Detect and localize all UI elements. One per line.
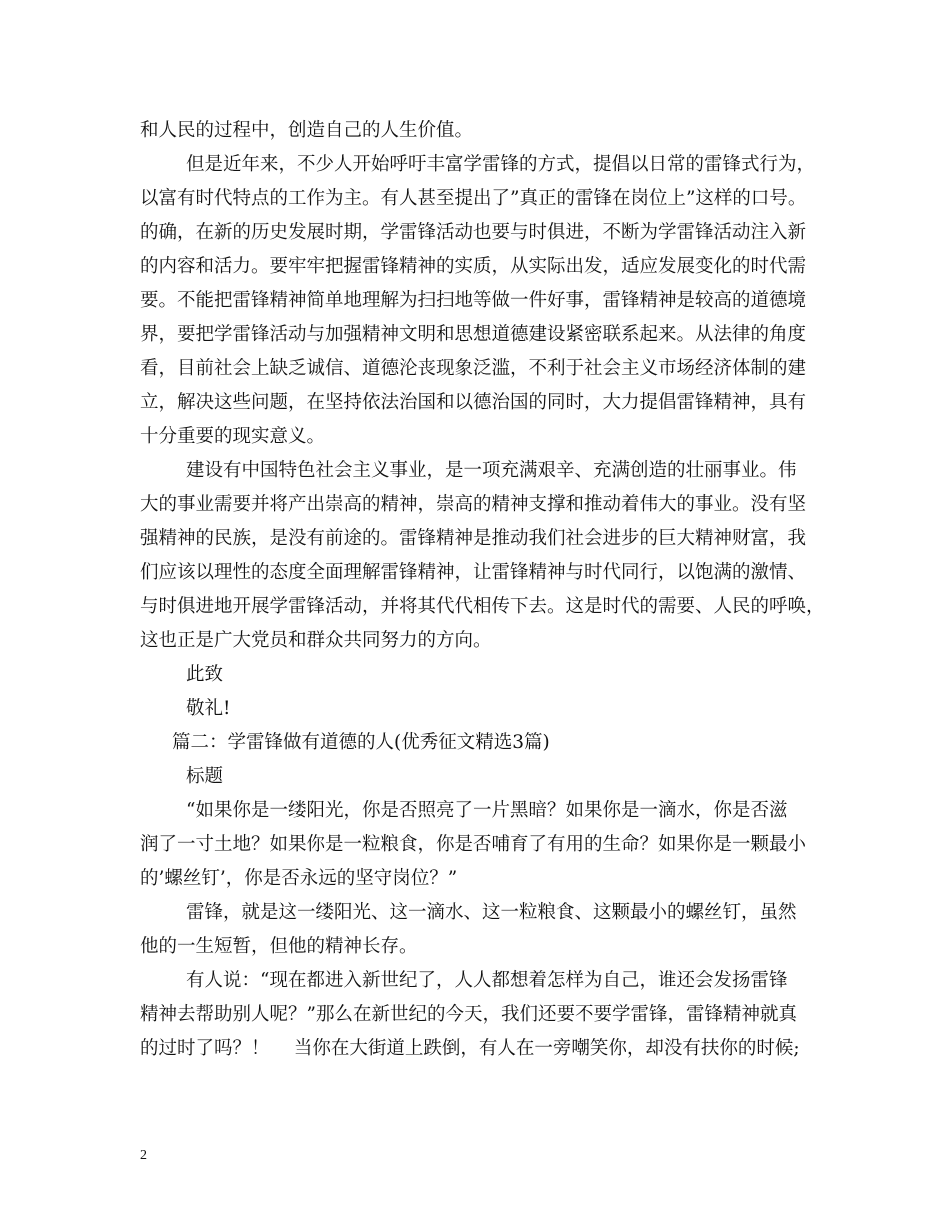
text-line: 与时俱进地开展学雷锋活动，并将其代代相传下去。这是时代的需要、人民的呼唤， <box>140 596 825 617</box>
text-line: 有人说：“现在都进入新世纪了，人人都想着怎样为自己，谁还会发扬雷锋 <box>186 970 788 991</box>
section-heading: 篇二：学雷锋做有道德的人(优秀征文精选3篇) <box>172 732 550 753</box>
text-line: 精神去帮助别人呢？”那么在新世纪的今天，我们还要不要学雷锋，雷锋精神就真 <box>140 1004 797 1025</box>
text-line: 立，解决这些问题，在坚持依法治国和以德治国的同时，大力提倡雷锋精神，具有 <box>140 392 807 413</box>
text-line: 和人民的过程中，创造自己的人生价值。 <box>140 120 474 141</box>
text-line: 要。不能把雷锋精神简单地理解为扫扫地等做一件好事，雷锋精神是较高的道德境 <box>140 290 807 311</box>
text-line: 大的事业需要并将产出崇高的精神，崇高的精神支撑和推动着伟大的事业。没有坚 <box>140 494 807 515</box>
page-number: 2 <box>140 1148 147 1163</box>
text-line: 敬礼! <box>186 698 231 719</box>
text-line: 的确，在新的历史发展时期，学雷锋活动也要与时俱进，不断为学雷锋活动注入新 <box>140 222 807 243</box>
text-line: 这也正是广大党员和群众共同努力的方向。 <box>140 630 492 651</box>
text-line: 雷锋，就是这一缕阳光、这一滴水、这一粒粮食、这颗最小的螺丝钉，虽然 <box>186 902 797 923</box>
text-line: 界，要把学雷锋活动与加强精神文明和思想道德建设紧密联系起来。从法律的角度 <box>140 324 807 345</box>
text-line: 他的一生短暂，但他的精神长存。 <box>140 936 418 957</box>
text-line: 建设有中国特色社会主义事业，是一项充满艰辛、充满创造的壮丽事业。伟 <box>186 460 797 481</box>
text-line: 的过时了吗？！ 当你在大街道上跌倒，有人在一旁嘲笑你，却没有扶你的时候; <box>140 1038 800 1059</box>
text-line: 们应该以理性的态度全面理解雷锋精神，让雷锋精神与时代同行，以饱满的激情、 <box>140 562 807 583</box>
text-line: 的内容和活力。要牢牢把握雷锋精神的实质，从实际出发，适应发展变化的时代需 <box>140 256 807 277</box>
text-line: 标题 <box>186 766 224 787</box>
text-line: 的’螺丝钉’，你是否永远的坚守岗位？” <box>140 868 458 889</box>
text-line: 看，目前社会上缺乏诚信、道德沦丧现象泛滥，不利于社会主义市场经济体制的建 <box>140 358 807 379</box>
text-line: 强精神的民族，是没有前途的。雷锋精神是推动我们社会进步的巨大精神财富，我 <box>140 528 807 549</box>
text-line: 但是近年来，不少人开始呼吁丰富学雷锋的方式，提倡以日常的雷锋式行为， <box>186 154 816 175</box>
text-line: 以富有时代特点的工作为主。有人甚至提出了”真正的雷锋在岗位上”这样的口号。 <box>140 188 807 209</box>
text-line: “如果你是一缕阳光，你是否照亮了一片黑暗？如果你是一滴水，你是否滋 <box>186 800 788 821</box>
text-line: 十分重要的现实意义。 <box>140 426 326 447</box>
text-line: 此致 <box>186 664 224 685</box>
text-line: 润了一寸土地？如果你是一粒粮食，你是否哺育了有用的生命？如果你是一颗最小 <box>140 834 807 855</box>
